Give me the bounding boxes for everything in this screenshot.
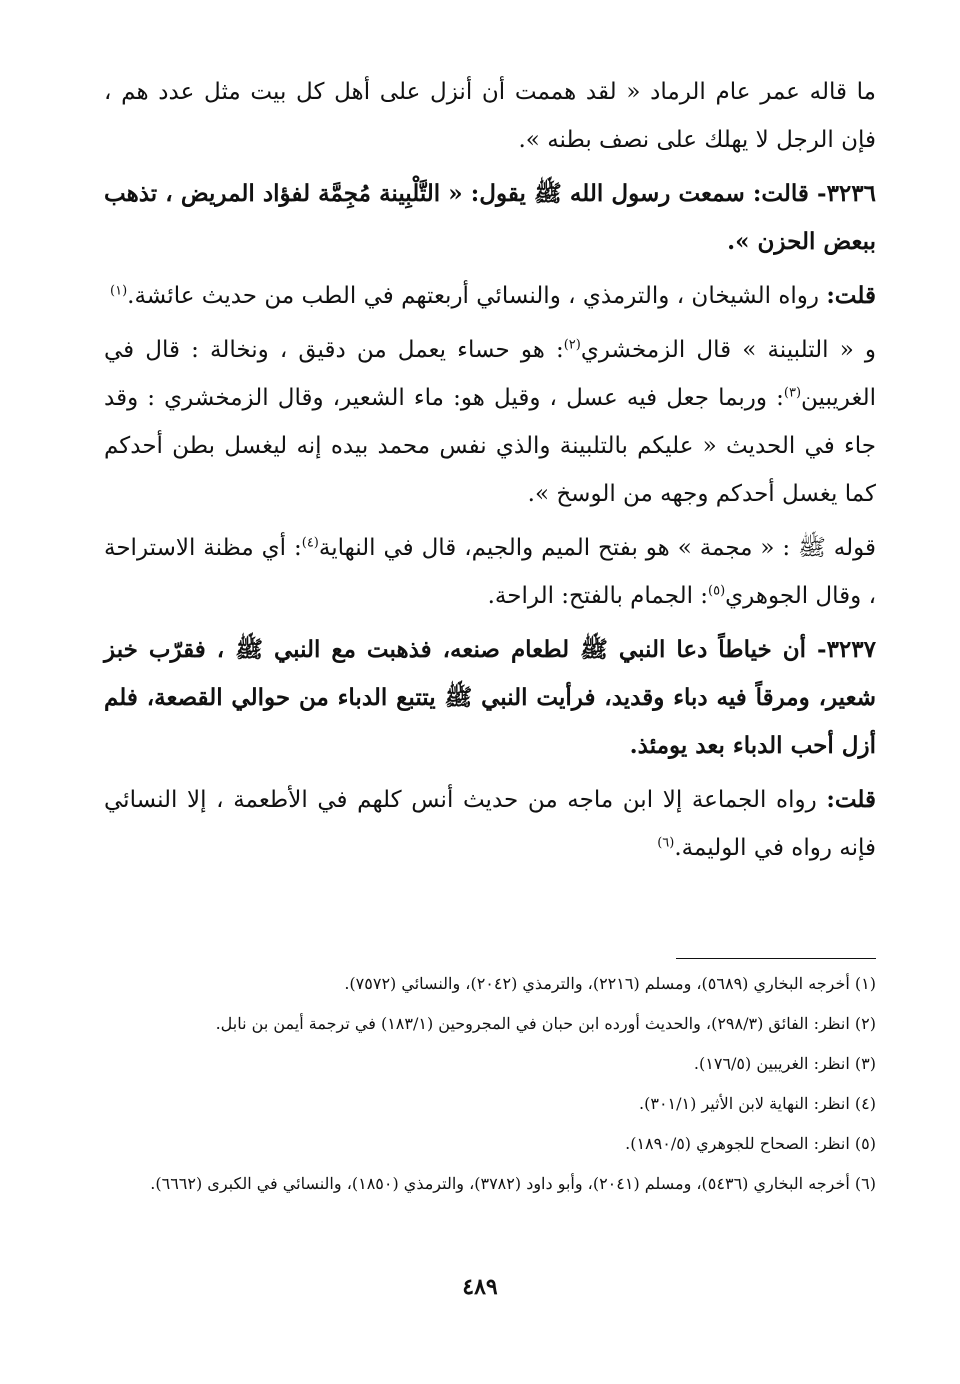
footnote-ref-3: (٣) (783, 385, 802, 401)
hadith-3237 (104, 626, 876, 770)
hadith-3237-text: ٣٢٣٧- أن خياطاً دعا النبي ﷺ لطعام صنعه، فذهبت مع النبي ﷺ ، فقرّب خبز شعير، ومرقاً فيه دباء وقديد، فرأيت النبي ﷺ يتتبع الدباء من حوالي القصعة، فلم أزل أحب الدباء بعد يومئذ. (104, 636, 876, 759)
qultu-label-2: قلت: (826, 786, 877, 813)
hadith-3236 (104, 170, 876, 266)
paragraph-3-text: رواه الشيخان ، والترمذي ، والنسائي أربعتهم في الطب من حديث عائشة. (127, 283, 819, 309)
paragraph-1 (104, 68, 876, 164)
footnote-ref-6: (٦) (657, 835, 675, 851)
paragraph-5-text-b: : أي مظنة الاستراحة ، وقال الجوهري (104, 535, 876, 609)
paragraph-4 (104, 326, 876, 518)
paragraph-4-text-c: : وربما جعل فيه عسل ، وقيل هو: ماء الشعير، وقال الزمخشري : وقد جاء في الحديث « عليكم بالتلبينة والذي نفس محمد بيده إنه ليغسل بطن أحدكم كما يغسل أحدكم وجهه من الوسخ ». (104, 385, 876, 507)
footnote-2: (٢) انظر: الفائق (٢٩٨/٣)، والحديث أورده ابن حبان في المجروحين (١٨٣/١) في ترجمة أيمن بن نابل. (215, 1014, 876, 1033)
footnote-ref-1: (١) (110, 283, 128, 299)
qultu-label: قلت: (826, 282, 876, 309)
footnote-4: (٤) انظر: النهاية لابن الأثير (٣٠١/١). (639, 1094, 876, 1113)
paragraph-5-text-a: قوله ﷺ : « مجمة » هو بفتح الميم والجيم، قال في النهاية (318, 535, 877, 561)
footnote-divider (676, 958, 876, 959)
footnote-6: (٦) أخرجه البخاري (٥٤٣٦)، ومسلم (٢٠٤١)، وأبو داود (٣٧٨٢)، والترمذي (١٨٥٠)، والنسائي في الكبرى (٦٦٦٢). (150, 1174, 876, 1193)
paragraph-4-text-a: و « التلبينة » قال الزمخشري (580, 337, 876, 363)
footnote-ref-5: (٥) (708, 583, 726, 599)
footnotes-section (104, 958, 876, 1209)
paragraph-1-text: ما قاله عمر عام الرماد « لقد هممت أن أنزل على أهل كل بيت مثل عدد هم ، فإن الرجل لا يهلك على نصف بطنه ». (104, 79, 876, 153)
hadith-3236-text: ٣٢٣٦- قالت: سمعت رسول الله ﷺ يقول: « التَّلْبِينة مُجِمَّة لفؤاد المريض ، تذهب ببعض الحزن ». (104, 180, 876, 255)
paragraph-3 (104, 272, 876, 320)
footnote-3: (٣) انظر: الغريبين (١٧٦/٥). (693, 1054, 876, 1073)
footnote-1: (١) أخرجه البخاري (٥٦٨٩)، ومسلم (٢٢١٦)، والترمذي (٢٠٤٢)، والنسائي (٧٥٧٢). (344, 974, 876, 993)
paragraph-5-text-c: : الجمام بالفتح: الراحة. (487, 583, 709, 609)
page-number: ٤٨٩ (462, 1274, 498, 1300)
footnote-ref-2: (٢) (563, 337, 581, 353)
footnote-5: (٥) انظر: الصحاح للجوهري (١٨٩٠/٥). (625, 1134, 876, 1153)
paragraph-4-text-b: : هو حساء يعمل من دقيق ، ونخالة : قال في الغريبين (104, 337, 876, 411)
paragraph-7 (104, 776, 876, 872)
paragraph-5 (104, 524, 876, 620)
paragraph-7-text: رواه الجماعة إلا ابن ماجه من حديث أنس كلهم في الأطعمة ، إلا النسائي فإنه رواه في الوليمة. (104, 787, 876, 861)
footnote-ref-4: (٤) (301, 535, 319, 551)
main-text (104, 68, 876, 878)
